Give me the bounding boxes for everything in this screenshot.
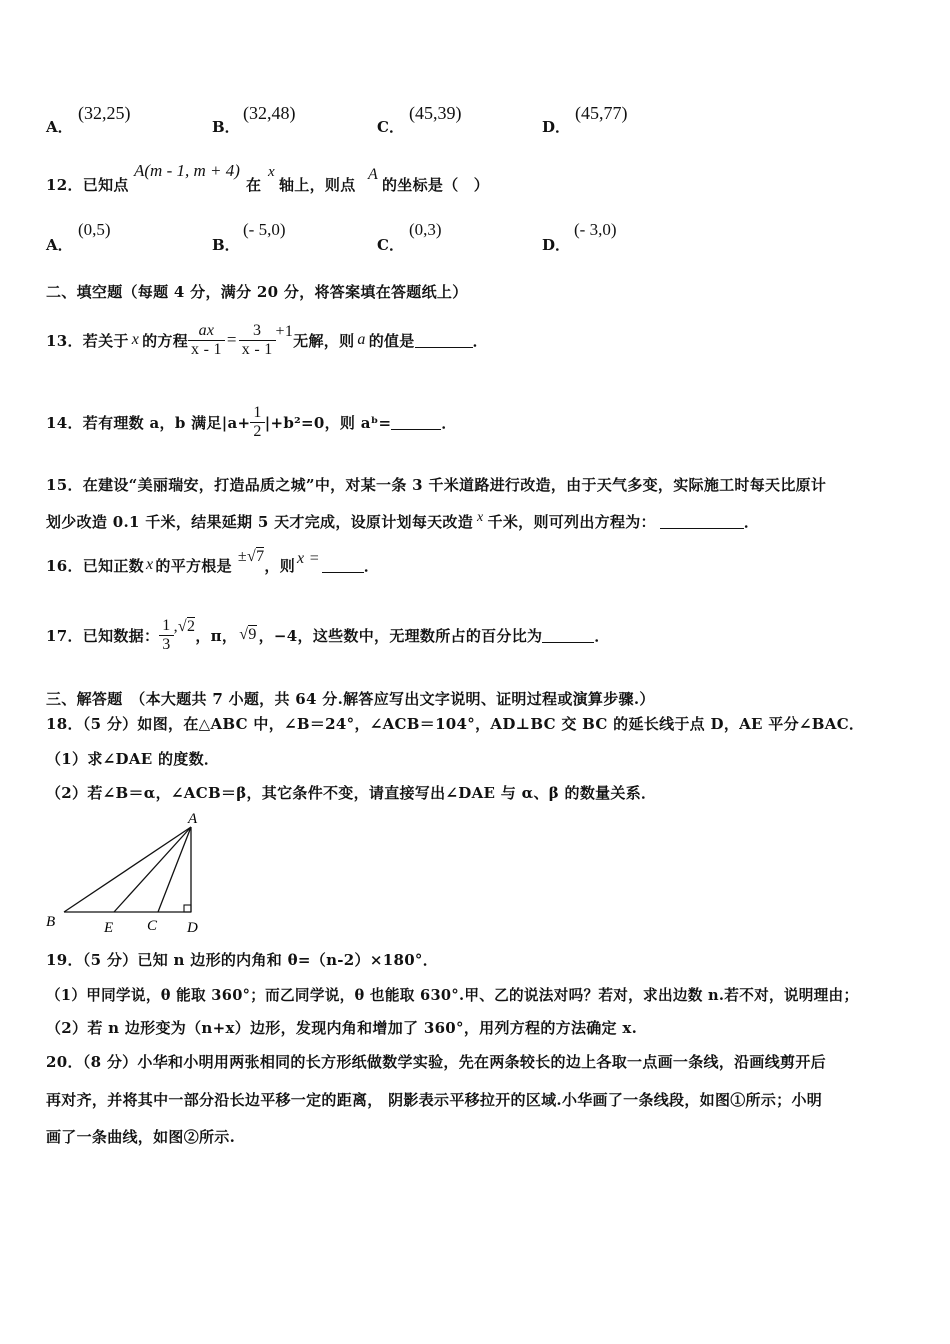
q17-sqrt9-radicand: 9 [248, 626, 257, 643]
label-e: E [104, 920, 114, 936]
q16-text-b: 的平方根是 [155, 556, 232, 575]
q15-line-1: 15．在建设“美丽瑞安，打造品质之城”中，对某一条 3 千米道路进行改造，由于天气多变，实际施工时每天比原计 [46, 476, 827, 494]
question-14 [46, 386, 457, 458]
q16-var: x [145, 556, 154, 573]
q17-sqrt2 [174, 618, 196, 636]
q20-line-3: 画了一条曲线，如图②所示. [46, 1128, 236, 1146]
q12-number: 12． [46, 176, 83, 194]
q19-line-1: 19．（5 分）已知 n 边形的内角和 θ=（n-2）×180°． [46, 951, 439, 969]
q17-sqrt9-symbol: √ [239, 626, 249, 643]
q17-denominator: 3 [162, 635, 171, 653]
q15-line-2 [46, 511, 759, 532]
q18-part-2: （2）若∠B＝α，∠ACB＝β，其它条件不变，请直接写出∠DAE 与 α、β 的数量关系． [46, 784, 657, 802]
q12-option-d-letter: D． [542, 236, 571, 254]
q12-point: A(m - 1, m + 4) [134, 161, 240, 180]
q18-part-1: （1）求∠DAE 的度数． [46, 750, 220, 768]
q14-end: ． [441, 413, 457, 432]
q19-part-1: （1）甲同学说，θ 能取 360°；而乙同学说，θ 也能取 630°.甲、乙的说法对吗？若对，求出边数 n.若不对，说明理由； [46, 987, 859, 1004]
q17-text-a: 已知数据： [82, 626, 160, 645]
q12-option-c-letter: C． [377, 236, 404, 254]
q15-answer-blank [660, 514, 744, 529]
q12-option-c-value: (0,3) [409, 220, 442, 239]
q16-pm-sqrt [238, 548, 265, 566]
q14-text-b: |+b²=0，则 aᵇ= [264, 413, 392, 432]
q12-text-b: 在 [246, 176, 262, 194]
line-ac [158, 827, 191, 912]
q12-option-b-value: (- 5,0) [243, 220, 286, 239]
q17-number: 17． [46, 626, 83, 645]
line-ae [114, 827, 191, 912]
q17-end: ． [594, 626, 610, 645]
q17-sqrt2-radicand: 2 [187, 618, 196, 635]
q18-line-1: 18．（5 分）如图，在△ABC 中，∠B＝24°，∠ACB＝104°，AD⊥BC 交 BC 的延长线于点 D，AE 平分∠BAC． [46, 715, 865, 733]
q13-var: x [131, 331, 140, 348]
q13-lhs-numerator: ax [188, 322, 225, 341]
q13-lhs-fraction [188, 322, 225, 359]
q14-number: 14． [46, 413, 83, 432]
q17-sqrt2-symbol: √ [177, 618, 188, 635]
q17-text-c: ，−4，这些数中，无理数所占的百分比为 [258, 626, 543, 645]
q13-rhs-denominator: x - 1 [241, 340, 273, 358]
q11-option-b-value: (32,48) [243, 103, 296, 123]
q12-option-a-letter: A． [46, 236, 73, 254]
q16-radicand: 7 [256, 548, 265, 565]
q17-answer-blank [542, 628, 594, 643]
q11-option-a-value: (32,25) [78, 103, 131, 123]
q14-text-a: 若有理数 a，b 满足|a+ [82, 413, 251, 432]
q13-text-b: 的方程 [142, 331, 188, 350]
q12-option-b-letter: B． [212, 236, 240, 254]
q17-text-b: ，π， [195, 626, 238, 645]
q13-plus-one: +1 [275, 323, 294, 340]
q13-param: a [357, 331, 366, 348]
q16-number: 16． [46, 556, 83, 575]
q17-numerator: 1 [159, 617, 173, 636]
q14-numerator: 1 [250, 404, 264, 423]
q20-line-1: 20．（8 分）小华和小明用两张相同的长方形纸做数学实验，先在两条较长的边上各取一点画一条线，沿画线剪开后 [46, 1053, 826, 1071]
q12-point-name: A [368, 166, 378, 183]
q12-text-d: 的坐标是（ ） [382, 176, 490, 194]
q11-option-c-value: (45,39) [409, 103, 462, 123]
q13-text-a: 若关于 [82, 331, 129, 350]
section-3-heading: 三、解答题 （本大题共 7 小题，共 64 分.解答应写出文字说明、证明过程或演算步骤.） [46, 690, 655, 708]
question-12 [46, 174, 129, 195]
q12-axis-var: x [268, 164, 275, 180]
q17-sqrt9 [239, 626, 256, 644]
q16-expr: x = [297, 550, 320, 567]
label-d: D [187, 920, 198, 936]
q16-text-c: ，则 [264, 556, 296, 575]
q15-text-b: 千米，则可列出方程为： [487, 513, 656, 531]
q13-number: 13． [46, 331, 83, 350]
q17-fraction [159, 617, 173, 654]
q13-equals: = [226, 330, 237, 349]
q13-answer-blank [415, 333, 473, 348]
q13-rhs-numerator: 3 [239, 322, 276, 341]
q13-lhs-denominator: x - 1 [191, 340, 222, 358]
triangle-figure [40, 808, 210, 938]
q11-option-d-letter: D． [542, 118, 571, 136]
q13-text-d: 的值是 [368, 331, 415, 350]
label-b: B [46, 914, 56, 930]
q19-part-2: （2）若 n 边形变为（n+x）边形，发现内角和增加了 360°，用列方程的方法确定 x. [46, 1019, 638, 1037]
q14-denominator: 2 [253, 422, 262, 440]
q12-text-a: 已知点 [82, 176, 129, 194]
q16-answer-blank [322, 558, 364, 573]
q11-option-d-value: (45,77) [575, 103, 628, 123]
q16-sqrt-symbol: √ [247, 548, 257, 565]
q15-end: ． [743, 513, 760, 531]
q13-end: ． [472, 331, 488, 350]
q13-rhs-fraction [239, 322, 276, 359]
question-13 [46, 306, 488, 374]
q20-line-2: 再对齐，并将其中一部分沿长边平移一定的距离， 阴影表示平移拉开的区域.小华画了一条线段，如图①所示；小明 [46, 1091, 823, 1109]
q12-option-a-value: (0,5) [78, 220, 111, 239]
q17-comma: , [173, 618, 178, 635]
q15-text-a: 划少改造 0.1 千米，结果延期 5 天才完成，设原计划每天改造 [46, 513, 474, 531]
question-16 [46, 545, 379, 585]
q14-answer-blank [391, 415, 441, 430]
q11-option-c-letter: C． [377, 118, 404, 136]
q11-option-b-letter: B． [212, 118, 240, 136]
q16-pm-sign: ± [237, 548, 247, 565]
q12-option-d-value: (- 3,0) [574, 220, 617, 239]
q13-text-c: 无解，则 [293, 331, 355, 350]
q11-option-a-letter: A． [46, 118, 73, 136]
q14-fraction [250, 404, 264, 441]
q16-end: ． [363, 556, 380, 575]
question-17 [46, 600, 610, 670]
right-angle-marker [184, 905, 191, 912]
label-a: A [188, 811, 198, 827]
section-2-heading: 二、填空题（每题 4 分，满分 20 分，将答案填在答题纸上） [46, 283, 468, 301]
q12-text-c: 轴上，则点 [279, 176, 356, 194]
q16-text-a: 已知正数 [82, 556, 144, 575]
label-c: C [147, 918, 158, 934]
line-ab [64, 827, 191, 912]
q15-var: x [477, 509, 484, 525]
